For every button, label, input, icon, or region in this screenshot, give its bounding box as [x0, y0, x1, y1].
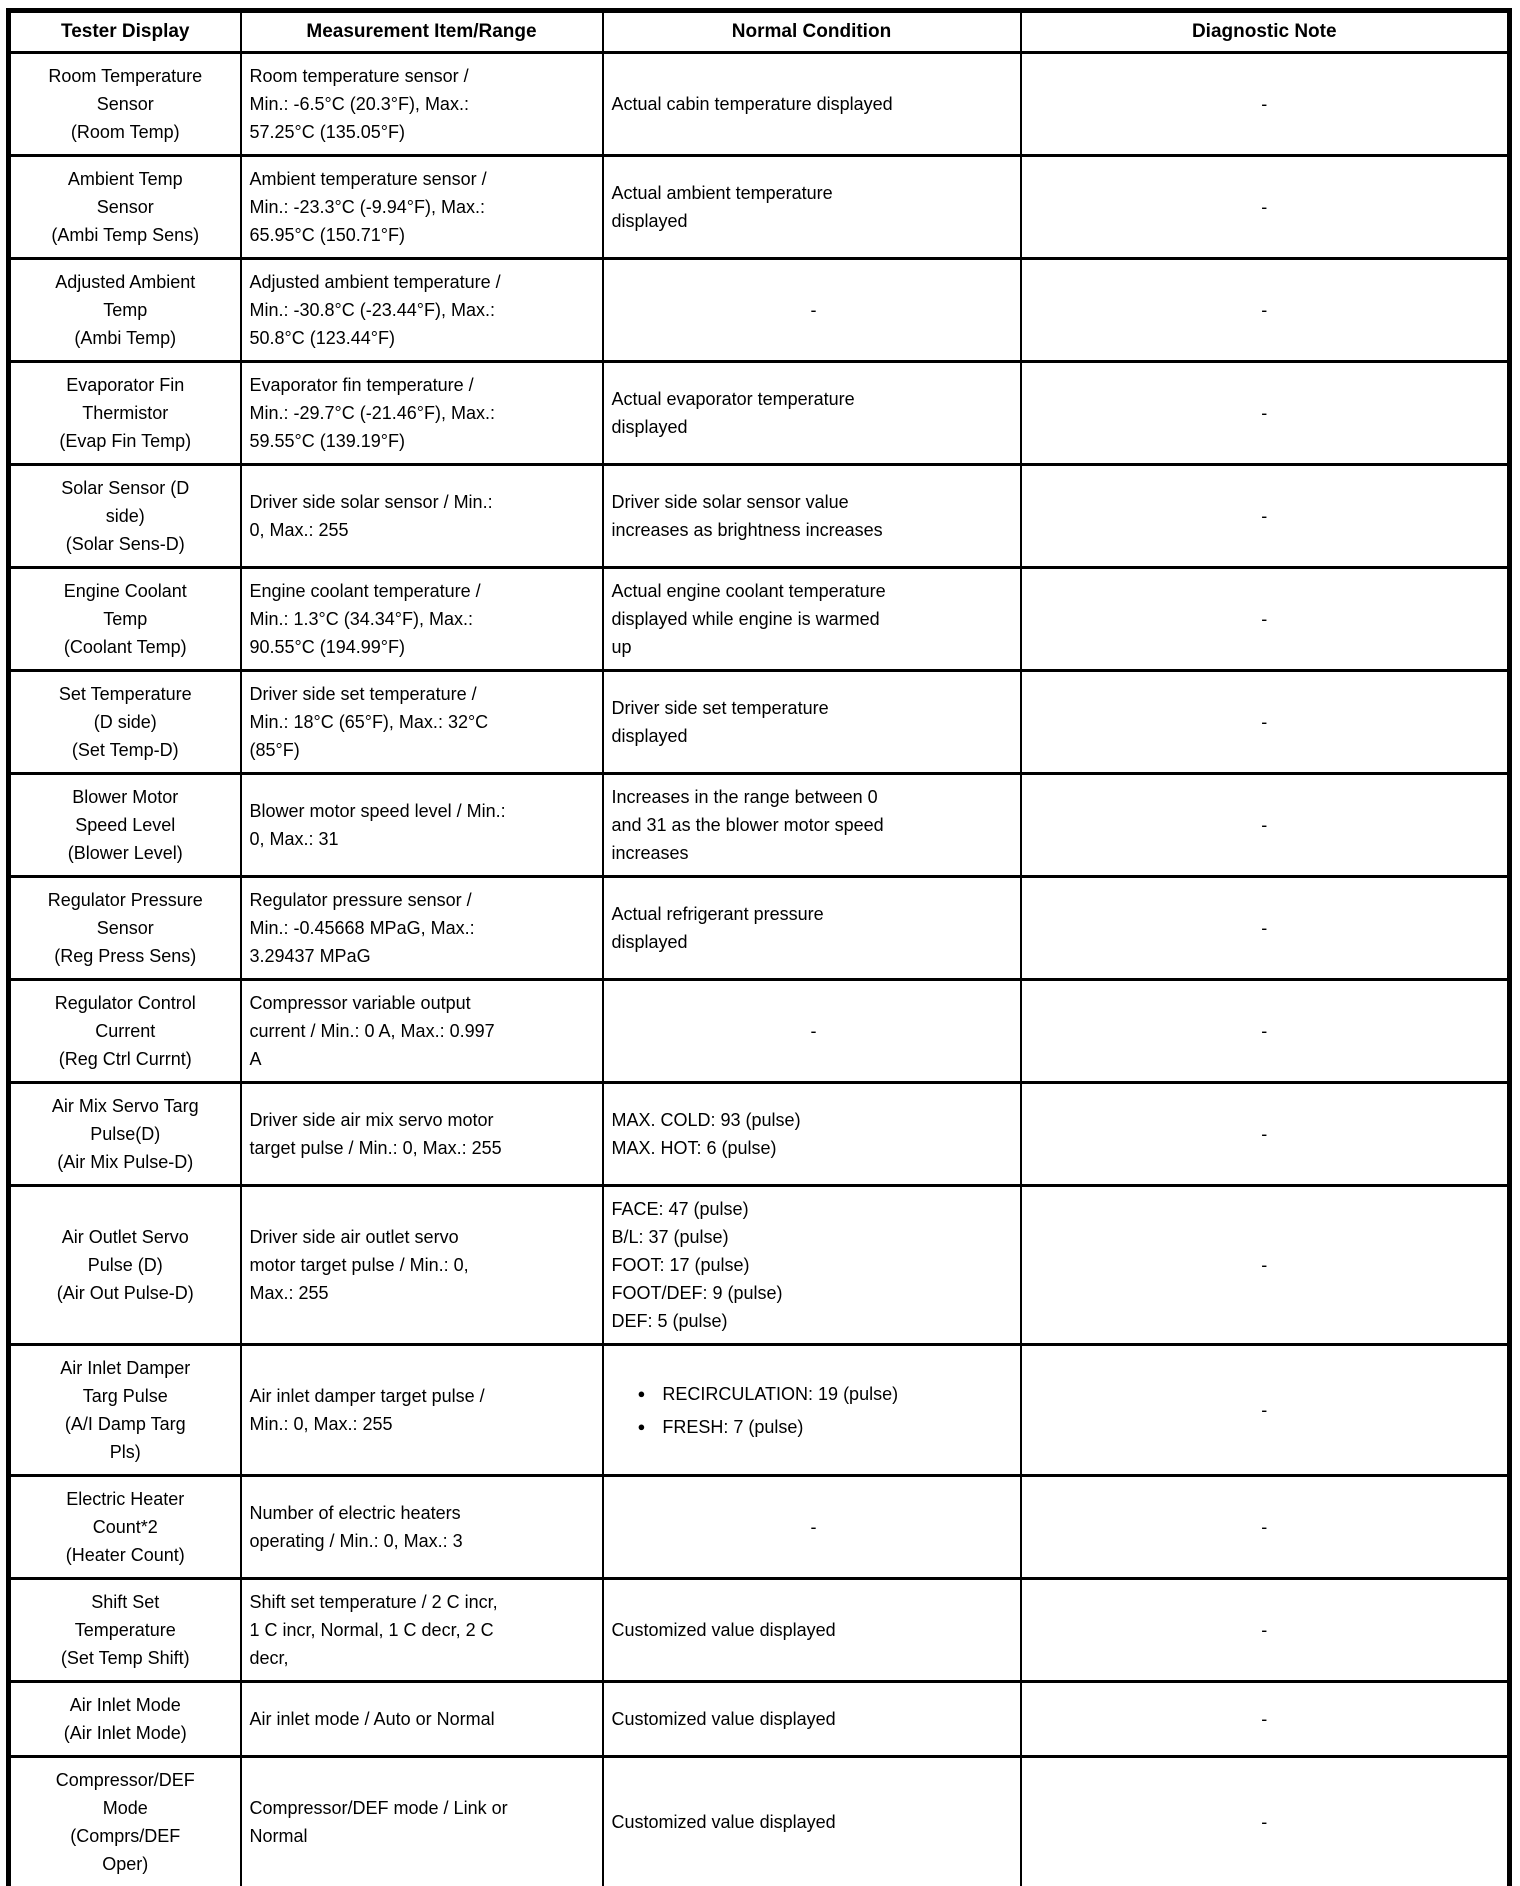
cell-text-line: Ambient Temp	[67, 169, 183, 189]
cell-text-line: Driver side solar sensor / Min.:	[249, 492, 493, 512]
cell-text-line: A	[249, 1049, 262, 1069]
cell-text-line: displayed	[611, 932, 688, 952]
cell-text-line: 50.8°C (123.44°F)	[249, 328, 395, 348]
cell-text-line: Engine Coolant	[63, 581, 187, 601]
diagnostic-note-cell: -	[1021, 774, 1510, 877]
table-row	[9, 465, 1510, 568]
tester-display-cell	[9, 1476, 241, 1579]
measurement-item-range-cell	[241, 362, 603, 465]
cell-text-line: MAX. COLD: 93 (pulse)	[611, 1110, 801, 1130]
cell-text-line: Air Inlet Mode	[69, 1695, 181, 1715]
table-row	[9, 1345, 1510, 1476]
bullet-list-item	[612, 1380, 1016, 1408]
cell-text-line: (Solar Sens-D)	[65, 534, 185, 554]
cell-text-line: Min.: -23.3°C (-9.94°F), Max.:	[249, 197, 485, 217]
cell-text-line: Compressor/DEF mode / Link or	[249, 1798, 508, 1818]
table-row	[9, 1682, 1510, 1757]
cell-text-line: (Set Temp-D)	[71, 740, 179, 760]
cell-text-line: B/L: 37 (pulse)	[611, 1227, 729, 1247]
cell-text-line: Actual refrigerant pressure	[611, 904, 824, 924]
diagnostic-note-cell: -	[1021, 1345, 1510, 1476]
cell-text-line: Pls)	[109, 1442, 141, 1462]
diagnostic-note-cell: -	[1021, 1579, 1510, 1682]
cell-text-line: side)	[105, 506, 145, 526]
cell-text-line: motor target pulse / Min.: 0,	[249, 1255, 469, 1275]
column-header-normal-condition: Normal Condition	[603, 11, 1021, 53]
cell-text-line: Temperature	[74, 1620, 176, 1640]
cell-text-line: Min.: -0.45668 MPaG, Max.:	[249, 918, 475, 938]
cell-text-line: Engine coolant temperature /	[249, 581, 481, 601]
diagnostic-note-cell: -	[1021, 1083, 1510, 1186]
cell-text-line: Ambient temperature sensor /	[249, 169, 487, 189]
column-header-diagnostic-note: Diagnostic Note	[1021, 11, 1510, 53]
table-row	[9, 1757, 1510, 1886]
cell-text-line: current / Min.: 0 A, Max.: 0.997	[249, 1021, 495, 1041]
tester-display-cell	[9, 568, 241, 671]
cell-text-line: Driver side air mix servo motor	[249, 1110, 494, 1130]
normal-condition-cell	[603, 1186, 1021, 1345]
cell-text-line: Sensor	[96, 918, 154, 938]
diagnostic-note-cell: -	[1021, 1476, 1510, 1579]
measurement-item-range-cell	[241, 1682, 603, 1757]
cell-text-line: Min.: 0, Max.: 255	[249, 1414, 393, 1434]
cell-text-line: Compressor/DEF	[55, 1770, 195, 1790]
measurement-item-range-cell	[241, 980, 603, 1083]
measurement-item-range-cell	[241, 156, 603, 259]
measurement-item-range-cell	[241, 53, 603, 156]
cell-text-line: Customized value displayed	[611, 1620, 836, 1640]
cell-text-line: Set Temperature	[58, 684, 192, 704]
normal-condition-cell	[603, 362, 1021, 465]
cell-text-line: MAX. HOT: 6 (pulse)	[611, 1138, 777, 1158]
cell-text-line: Mode	[102, 1798, 148, 1818]
bullet-icon: ●	[637, 1385, 646, 1401]
cell-text-line: 57.25°C (135.05°F)	[249, 122, 405, 142]
cell-text-line: target pulse / Min.: 0, Max.: 255	[249, 1138, 502, 1158]
cell-text-line: Electric Heater	[66, 1489, 185, 1509]
cell-text-line: Air Inlet Damper	[60, 1358, 191, 1378]
cell-text-line: RECIRCULATION: 19 (pulse)	[662, 1383, 899, 1404]
table-row	[9, 362, 1510, 465]
cell-text-line: Blower motor speed level / Min.:	[249, 801, 506, 821]
cell-text-line: Targ Pulse	[82, 1386, 168, 1406]
cell-text-line: (Heater Count)	[65, 1545, 185, 1565]
table-row	[9, 671, 1510, 774]
cell-text-line: (Comprs/DEF	[70, 1826, 181, 1846]
cell-text-line: 90.55°C (194.99°F)	[249, 637, 405, 657]
cell-text-line: Pulse(D)	[90, 1124, 161, 1144]
cell-text-line: 3.29437 MPaG	[249, 946, 371, 966]
cell-text-line: Compressor variable output	[249, 993, 471, 1013]
normal-condition-cell	[603, 259, 1021, 362]
cell-text-line: Temp	[103, 300, 148, 320]
normal-condition-cell	[603, 1083, 1021, 1186]
cell-text-line: (Reg Press Sens)	[54, 946, 197, 966]
tester-display-cell	[9, 53, 241, 156]
cell-text-line: FRESH: 7 (pulse)	[662, 1416, 804, 1437]
tester-display-cell	[9, 1345, 241, 1476]
table-header	[9, 11, 1510, 53]
cell-text-line: Number of electric heaters	[249, 1503, 461, 1523]
normal-condition-cell	[603, 877, 1021, 980]
diagnostic-note-cell: -	[1021, 259, 1510, 362]
cell-text-line: displayed	[611, 211, 688, 231]
measurement-item-range-cell	[241, 877, 603, 980]
diagnostic-note-cell: -	[1021, 156, 1510, 259]
tester-display-cell	[9, 1186, 241, 1345]
diagnostic-note-cell: -	[1021, 980, 1510, 1083]
cell-text-line: (Ambi Temp Sens)	[51, 225, 200, 245]
cell-text-line: (Air Out Pulse-D)	[56, 1283, 194, 1303]
cell-text-line: Current	[95, 1021, 156, 1041]
table-row	[9, 568, 1510, 671]
cell-text-line: Air inlet mode / Auto or Normal	[249, 1709, 495, 1729]
measurement-item-range-cell	[241, 1083, 603, 1186]
cell-text-line: Regulator Pressure	[47, 890, 203, 910]
tester-display-cell	[9, 774, 241, 877]
diagnostic-note-cell: -	[1021, 568, 1510, 671]
cell-text-line: Regulator Control	[54, 993, 196, 1013]
diagnostic-note-cell: -	[1021, 1757, 1510, 1886]
cell-text-line: Shift set temperature / 2 C incr,	[249, 1592, 498, 1612]
cell-text-line: Solar Sensor (D	[61, 478, 190, 498]
cell-text-line: Sensor	[96, 197, 154, 217]
cell-text-line: Min.: 18°C (65°F), Max.: 32°C	[249, 712, 489, 732]
cell-text-line: Speed Level	[75, 815, 176, 835]
tester-display-cell	[9, 1579, 241, 1682]
cell-text-line: displayed	[611, 726, 688, 746]
column-header-measurement-item-range: Measurement Item/Range	[241, 11, 603, 53]
cell-text-line: Air Outlet Servo	[61, 1227, 189, 1247]
cell-text-line: -	[810, 1021, 817, 1041]
cell-text-line: Room Temperature	[48, 66, 203, 86]
measurement-item-range-cell	[241, 774, 603, 877]
header-row	[9, 11, 1510, 53]
tester-display-cell	[9, 156, 241, 259]
cell-text-line: Adjusted ambient temperature /	[249, 272, 501, 292]
cell-text-line: increases as brightness increases	[611, 520, 883, 540]
cell-text-line: Air inlet damper target pulse /	[249, 1386, 485, 1406]
cell-text-line: (Air Inlet Mode)	[63, 1723, 187, 1743]
cell-text-line: Shift Set	[91, 1592, 160, 1612]
cell-text-line: Driver side set temperature /	[249, 684, 477, 704]
tester-display-cell	[9, 1757, 241, 1886]
diagnostic-note-cell: -	[1021, 1186, 1510, 1345]
cell-text-line: Regulator pressure sensor /	[249, 890, 472, 910]
measurement-item-range-cell	[241, 568, 603, 671]
cell-text-line: 0, Max.: 31	[249, 829, 339, 849]
cell-text-line: 1 C incr, Normal, 1 C decr, 2 C	[249, 1620, 494, 1640]
cell-text-line: Customized value displayed	[611, 1812, 836, 1832]
measurement-item-range-cell	[241, 671, 603, 774]
cell-text-line: Room temperature sensor /	[249, 66, 469, 86]
cell-text-line: 0, Max.: 255	[249, 520, 349, 540]
column-header-tester-display: Tester Display	[9, 11, 241, 53]
table-row	[9, 1579, 1510, 1682]
cell-text-line: Count*2	[92, 1517, 158, 1537]
cell-text-line: operating / Min.: 0, Max.: 3	[249, 1531, 463, 1551]
normal-condition-cell	[603, 53, 1021, 156]
cell-text-line: Actual evaporator temperature	[611, 389, 855, 409]
cell-text-line: FOOT/DEF: 9 (pulse)	[611, 1283, 783, 1303]
cell-text-line: DEF: 5 (pulse)	[611, 1311, 728, 1331]
cell-text-line: displayed while engine is warmed	[611, 609, 880, 629]
measurement-item-range-cell	[241, 465, 603, 568]
diagnostic-note-cell: -	[1021, 877, 1510, 980]
diagnostic-note-cell: -	[1021, 362, 1510, 465]
tester-display-cell	[9, 1083, 241, 1186]
cell-text-line: Driver side air outlet servo	[249, 1227, 459, 1247]
tester-display-cell	[9, 877, 241, 980]
cell-text-line: (Reg Ctrl Currnt)	[58, 1049, 192, 1069]
data-list-table	[6, 8, 1512, 1886]
diagnostic-note-cell: -	[1021, 53, 1510, 156]
cell-text-line: Evaporator fin temperature /	[249, 375, 474, 395]
measurement-item-range-cell	[241, 259, 603, 362]
cell-text-line: Max.: 255	[249, 1283, 329, 1303]
cell-text-line: 59.55°C (139.19°F)	[249, 431, 405, 451]
normal-condition-cell	[603, 1579, 1021, 1682]
cell-text-line: Increases in the range between 0	[611, 787, 878, 807]
cell-text-line: (Ambi Temp)	[74, 328, 177, 348]
cell-text-line: (85°F)	[249, 740, 300, 760]
table-row	[9, 774, 1510, 877]
cell-text-line: Pulse (D)	[87, 1255, 163, 1275]
cell-text-line: decr,	[249, 1648, 289, 1668]
normal-condition-cell	[603, 774, 1021, 877]
table-row	[9, 156, 1510, 259]
tester-display-cell	[9, 465, 241, 568]
bullet-icon: ●	[637, 1418, 646, 1434]
cell-text-line: (Evap Fin Temp)	[59, 431, 192, 451]
cell-text-line: Actual ambient temperature	[611, 183, 833, 203]
cell-text-line: (Set Temp Shift)	[60, 1648, 190, 1668]
normal-condition-cell	[603, 1682, 1021, 1757]
table-row	[9, 877, 1510, 980]
normal-condition-cell	[603, 1345, 1021, 1476]
normal-condition-cell	[603, 156, 1021, 259]
normal-condition-cell	[603, 568, 1021, 671]
cell-text-line: Oper)	[102, 1854, 149, 1874]
cell-text-line: -	[810, 300, 817, 320]
cell-text-line: FACE: 47 (pulse)	[611, 1199, 749, 1219]
cell-text-line: 65.95°C (150.71°F)	[249, 225, 405, 245]
table-body	[9, 53, 1510, 1886]
tester-display-cell	[9, 671, 241, 774]
cell-text-line: Blower Motor	[72, 787, 179, 807]
cell-text-line: Sensor	[96, 94, 154, 114]
tester-display-cell	[9, 259, 241, 362]
cell-text-line: and 31 as the blower motor speed	[611, 815, 884, 835]
normal-condition-cell	[603, 1476, 1021, 1579]
cell-text-line: Driver side set temperature	[611, 698, 829, 718]
diagnostic-note-cell: -	[1021, 465, 1510, 568]
cell-text-line: Customized value displayed	[611, 1709, 836, 1729]
measurement-item-range-cell	[241, 1757, 603, 1886]
table-row	[9, 53, 1510, 156]
cell-text-line: up	[611, 637, 632, 657]
measurement-item-range-cell	[241, 1186, 603, 1345]
cell-text-line: Thermistor	[82, 403, 169, 423]
cell-text-line: Air Mix Servo Targ	[51, 1096, 199, 1116]
measurement-item-range-cell	[241, 1345, 603, 1476]
cell-text-line: Actual engine coolant temperature	[611, 581, 886, 601]
tester-display-cell	[9, 1682, 241, 1757]
normal-condition-cell	[603, 465, 1021, 568]
diagnostic-note-cell: -	[1021, 1682, 1510, 1757]
table-row	[9, 980, 1510, 1083]
cell-text-line: Normal	[249, 1826, 308, 1846]
measurement-item-range-cell	[241, 1579, 603, 1682]
normal-condition-cell	[603, 980, 1021, 1083]
bullet-list-item	[612, 1413, 1016, 1441]
cell-text-line: Min.: 1.3°C (34.34°F), Max.:	[249, 609, 473, 629]
table-row	[9, 1083, 1510, 1186]
normal-condition-cell	[603, 671, 1021, 774]
cell-text-line: Actual cabin temperature displayed	[611, 94, 893, 114]
cell-text-line: Temp	[103, 609, 148, 629]
cell-text-line: Min.: -29.7°C (-21.46°F), Max.:	[249, 403, 495, 423]
measurement-item-range-cell	[241, 1476, 603, 1579]
tester-display-cell	[9, 362, 241, 465]
cell-text-line: (Room Temp)	[70, 122, 180, 142]
diagnostic-note-cell: -	[1021, 671, 1510, 774]
cell-text-line: Min.: -6.5°C (20.3°F), Max.:	[249, 94, 469, 114]
cell-text-line: FOOT: 17 (pulse)	[611, 1255, 750, 1275]
cell-text-line: Min.: -30.8°C (-23.44°F), Max.:	[249, 300, 495, 320]
cell-text-line: increases	[611, 843, 689, 863]
cell-text-line: -	[810, 1517, 817, 1537]
normal-condition-cell	[603, 1757, 1021, 1886]
table-row	[9, 259, 1510, 362]
cell-text-line: (Coolant Temp)	[63, 637, 187, 657]
cell-text-line: Driver side solar sensor value	[611, 492, 849, 512]
cell-text-line: (A/I Damp Targ	[64, 1414, 186, 1434]
cell-text-line: Evaporator Fin	[66, 375, 185, 395]
cell-text-line: Adjusted Ambient	[55, 272, 196, 292]
cell-text-line: (D side)	[93, 712, 157, 732]
cell-text-line: (Blower Level)	[67, 843, 183, 863]
cell-text-line: displayed	[611, 417, 688, 437]
cell-text-line: (Air Mix Pulse-D)	[57, 1152, 194, 1172]
table-row	[9, 1476, 1510, 1579]
table-row	[9, 1186, 1510, 1345]
tester-display-cell	[9, 980, 241, 1083]
